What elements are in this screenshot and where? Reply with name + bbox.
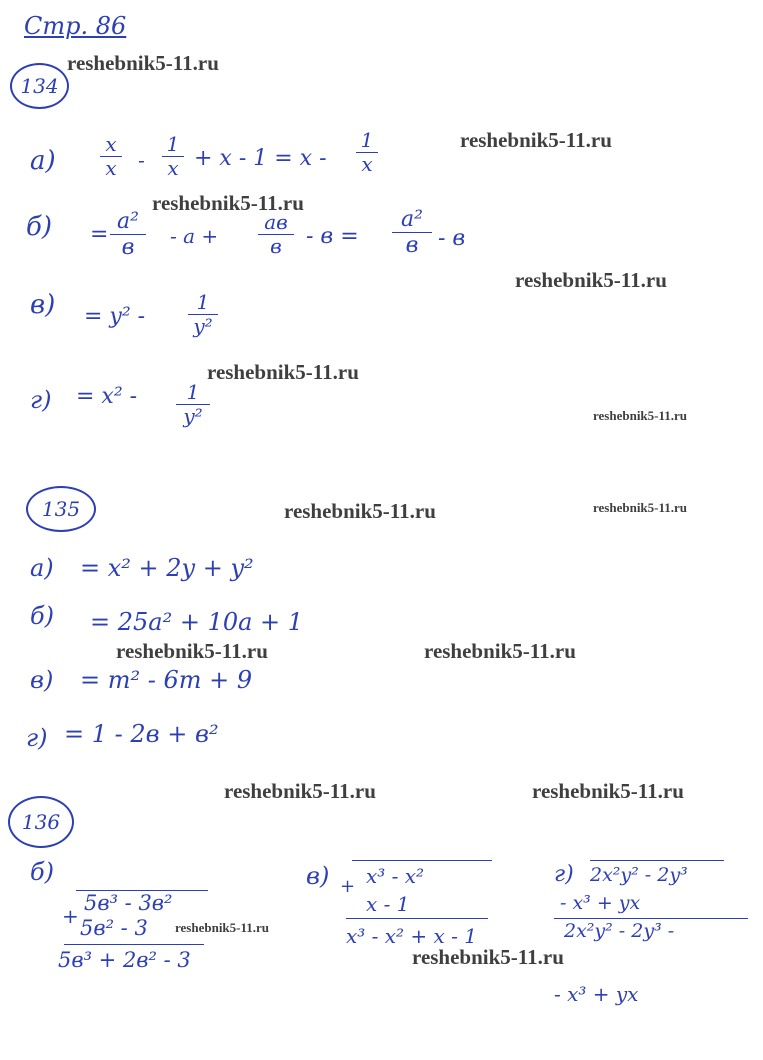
fraction: 1 y² [188,292,218,337]
part-label: б) [30,858,55,886]
overline [590,860,724,861]
expression: = y² - [84,304,146,329]
part-label: г) [30,386,52,414]
watermark: reshebnik5-11.ru [116,639,268,663]
problem-number-135: 135 [26,486,96,532]
watermark: reshebnik5-11.ru [175,920,270,935]
part-label: в) [306,862,330,890]
part-label: б) [26,212,53,242]
watermark: reshebnik5-11.ru [284,499,436,523]
watermark: reshebnik5-11.ru [424,639,576,663]
expression: - в = [306,224,359,249]
expression: - a + [170,224,219,248]
addend-row: x - 1 [366,892,410,916]
addend-row: 5в² - 3 [80,916,148,940]
operator: + [62,904,79,928]
expression: = x² - [76,384,138,409]
operator: - [138,148,145,172]
fraction: 1 y² [176,382,210,427]
watermark: reshebnik5-11.ru [67,51,219,75]
addend-row: - x³ + yx [560,892,641,914]
watermark: reshebnik5-11.ru [593,500,688,515]
expression: - в [438,226,466,251]
fraction: aв в [258,212,294,257]
watermark: reshebnik5-11.ru [593,408,688,423]
fraction: a² в [110,210,146,259]
expression: = m² - 6m + 9 [80,666,253,694]
part-label: в) [30,290,56,320]
overline [352,860,492,861]
watermark: reshebnik5-11.ru [412,945,564,969]
sum-result-tail: - x³ + yx [554,982,639,1006]
watermark: reshebnik5-11.ru [532,779,684,803]
fraction: a² в [392,208,432,257]
part-label: г) [554,862,574,887]
problem-number-136: 136 [8,796,74,848]
sum-result: 2x²y² - 2y³ - [564,920,675,942]
part-label: г) [26,724,48,752]
watermark: reshebnik5-11.ru [224,779,376,803]
expression: = x² + 2y + y² [80,554,254,582]
watermark: reshebnik5-11.ru [460,128,612,152]
expression: = 1 - 2в + в² [64,720,219,748]
part-label: в) [30,666,54,694]
operator: + [340,876,356,897]
expression: + x - 1 = x - [194,146,327,171]
operator: = [90,222,109,247]
addend-row: x³ - x² [366,864,425,888]
part-label: а) [30,554,54,582]
sum-result: 5в³ + 2в² - 3 [58,948,191,972]
part-label: а) [30,146,56,176]
watermark: reshebnik5-11.ru [207,360,359,384]
sum-result: x³ - x² + x - 1 [346,924,478,948]
sum-line [64,944,204,945]
sum-line [554,918,748,919]
fraction: x x [100,134,122,179]
sum-line [346,918,488,919]
problem-number-134: 134 [10,63,69,109]
page-reference: Стр. 86 [24,12,127,40]
watermark: reshebnik5-11.ru [152,191,304,215]
fraction: 1 x [356,130,378,175]
expression: = 25a² + 10a + 1 [90,608,304,636]
addend-row: 5в³ - 3в² [84,891,173,915]
fraction: 1 x [162,134,184,179]
watermark: reshebnik5-11.ru [515,268,667,292]
part-label: б) [30,602,55,630]
addend-row: 2x²y² - 2y³ [590,864,688,886]
